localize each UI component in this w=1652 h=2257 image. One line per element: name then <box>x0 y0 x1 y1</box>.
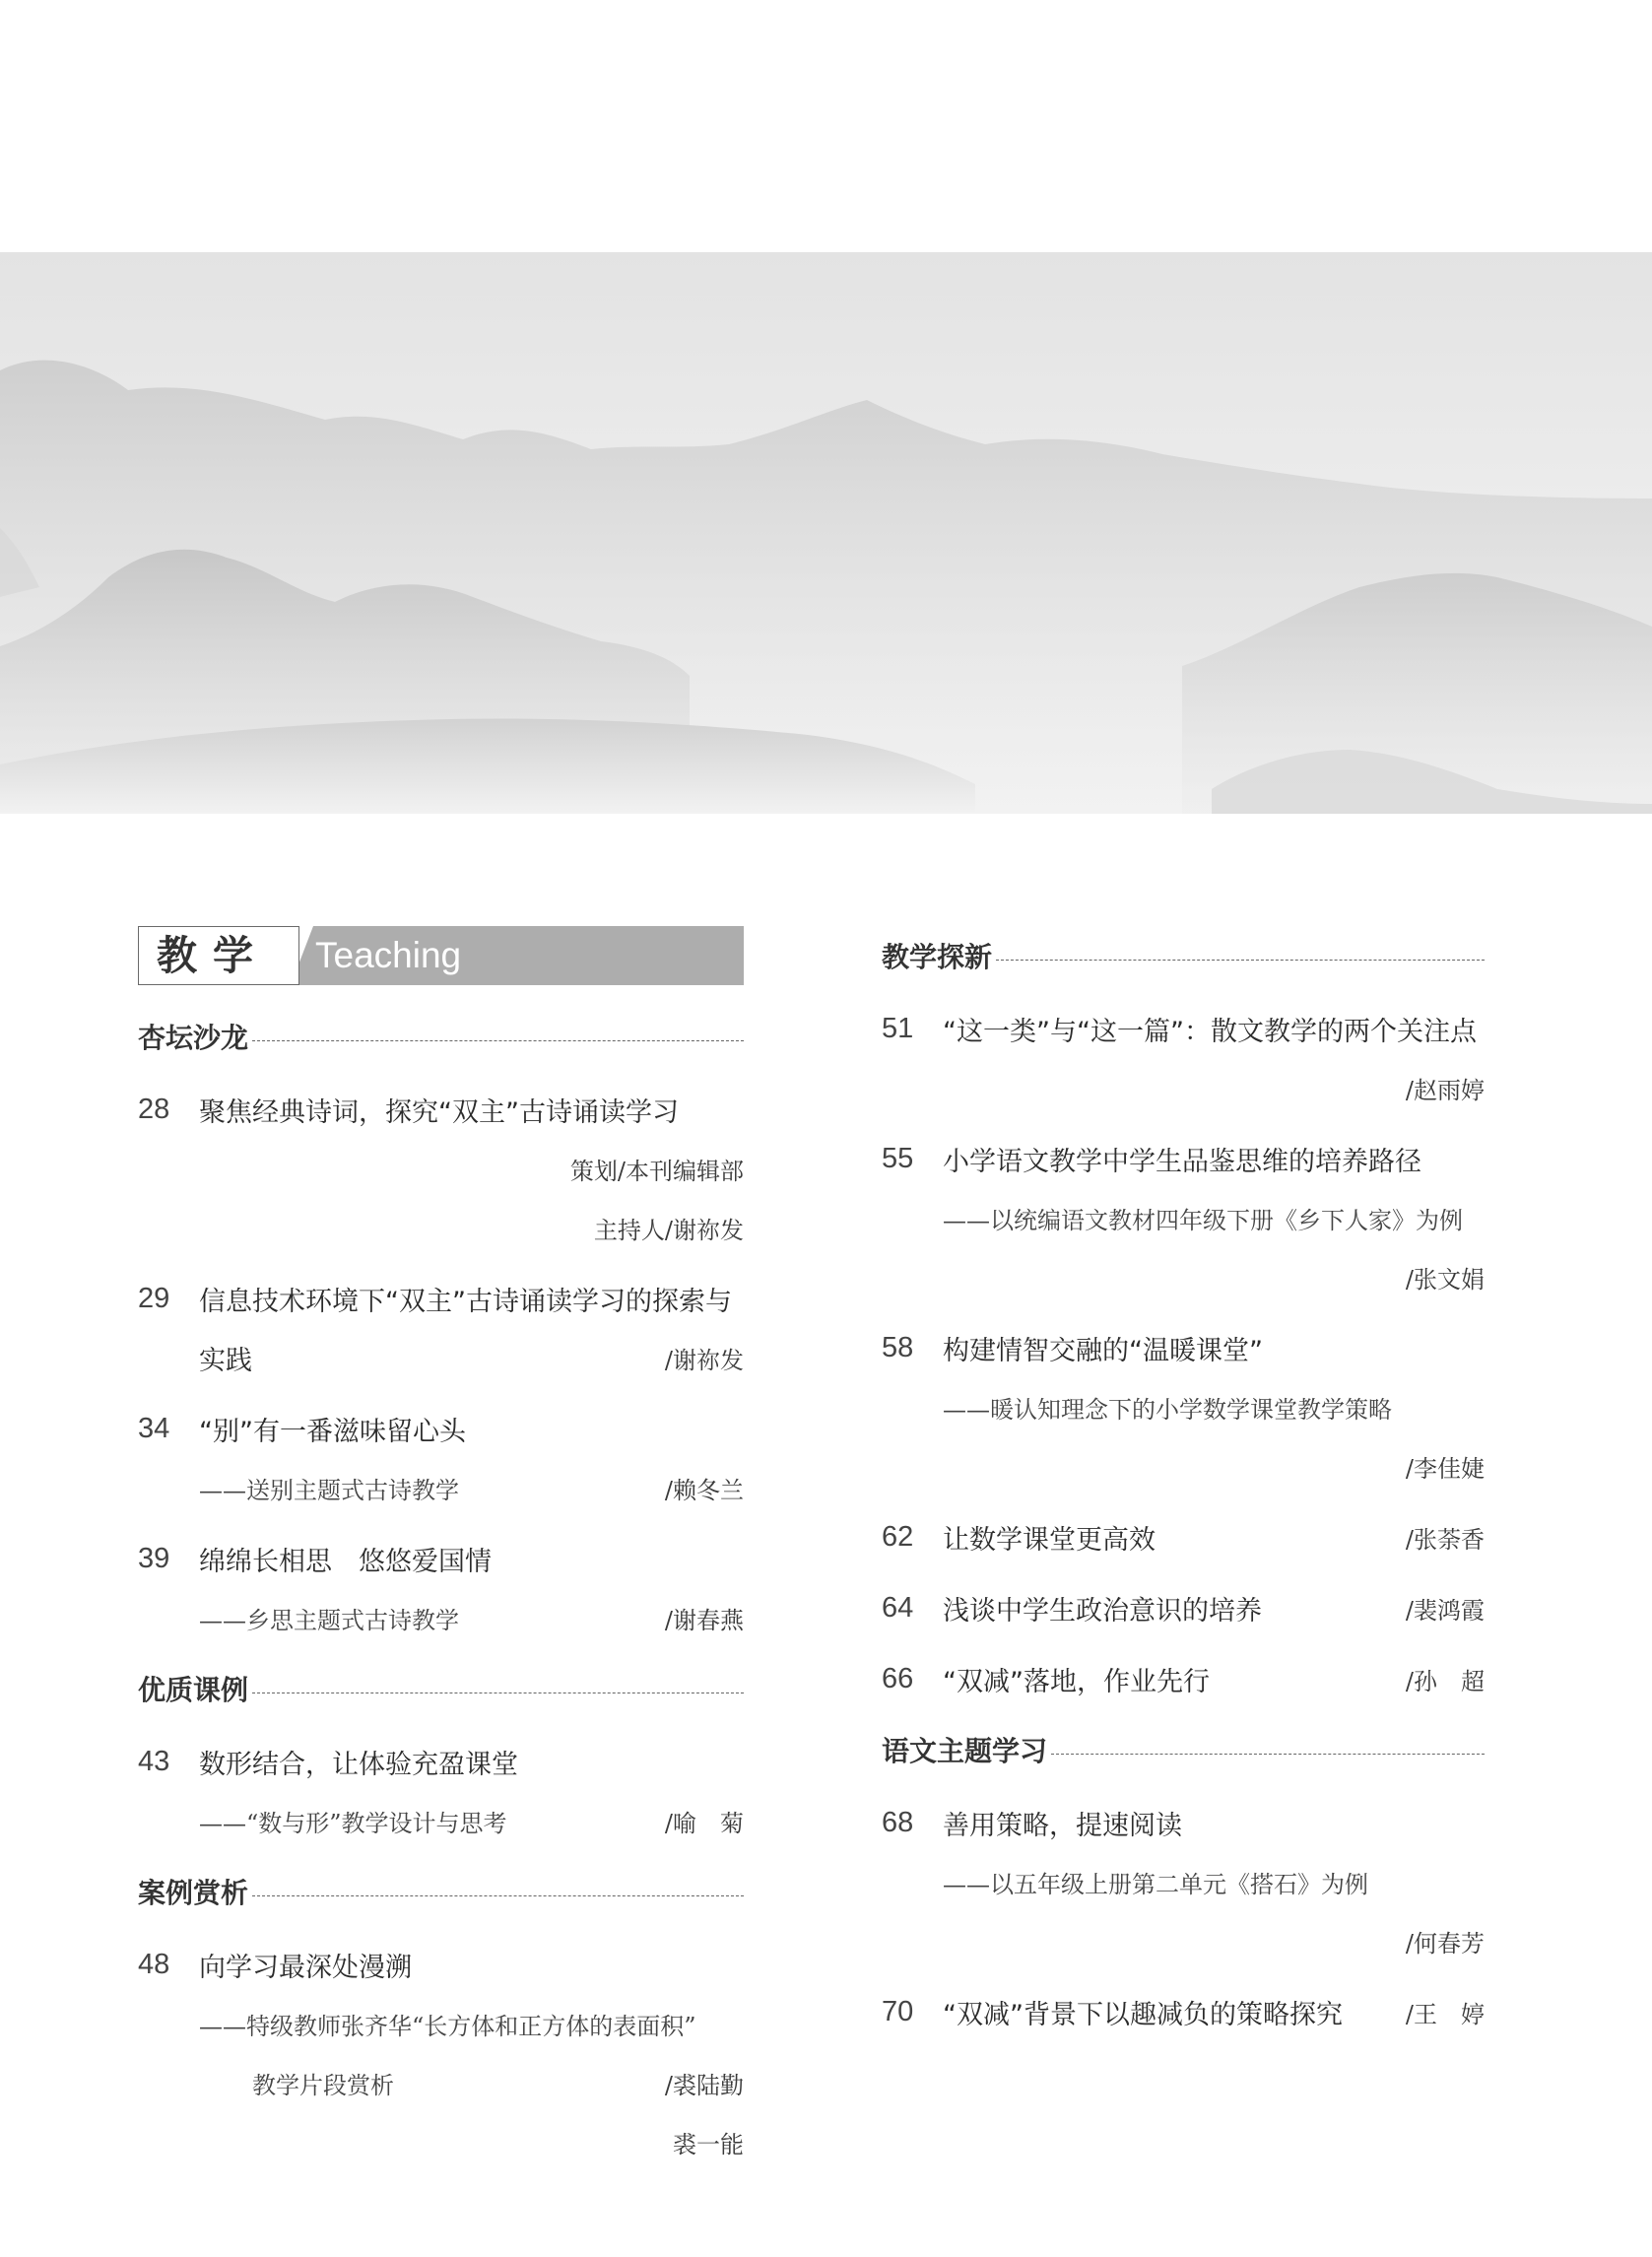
page-number: 48 <box>138 1948 170 1980</box>
article-subtitle: ——特级教师张齐华“长方体和正方体的表面积” <box>199 2012 696 2040</box>
page-number: 64 <box>882 1591 914 1624</box>
toc-entry[interactable] <box>882 1129 1485 1306</box>
article-author: 裘一能 <box>673 2130 744 2158</box>
toc-entry[interactable] <box>138 1935 744 2171</box>
section-dashed-rule <box>996 960 1485 961</box>
article-title[interactable]: 浅谈中学生政治意识的培养 <box>943 1595 1262 1626</box>
article-subtitle-continued: 教学片段赏析 <box>252 2071 394 2099</box>
section-title: 杏坛沙龙 <box>138 1022 249 1054</box>
article-title[interactable]: “双减”背景下以趣减负的策略探究 <box>943 1999 1343 2030</box>
article-title[interactable]: 聚焦经典诗词，探究“双主”古诗诵读学习 <box>199 1096 679 1128</box>
article-author: /裘陆勤 <box>664 2071 744 2099</box>
page-number: 58 <box>882 1331 914 1363</box>
left-column <box>138 926 744 2183</box>
page-number: 34 <box>138 1412 170 1444</box>
page-number: 55 <box>882 1142 914 1174</box>
article-title[interactable]: 让数学课堂更高效 <box>943 1524 1156 1556</box>
teaching-header <box>138 926 744 987</box>
section-heading <box>882 926 1485 985</box>
page-number: 70 <box>882 1995 914 2027</box>
article-author: /裴鸿霞 <box>1405 1596 1485 1625</box>
teaching-header-en: Teaching <box>315 935 462 975</box>
toc-entry[interactable] <box>138 1269 744 1387</box>
toc-entry[interactable] <box>882 1982 1485 2041</box>
section-title: 案例赏析 <box>138 1877 249 1909</box>
section-dashed-rule <box>252 1040 744 1041</box>
toc-entry[interactable] <box>882 1318 1485 1495</box>
toc-entry[interactable] <box>882 999 1485 1117</box>
page-number: 62 <box>882 1520 914 1553</box>
article-title-continued[interactable]: 实践 <box>199 1345 252 1376</box>
article-author: /李佳婕 <box>1405 1454 1485 1483</box>
section-dashed-rule <box>252 1895 744 1896</box>
article-author: /喻 菊 <box>664 1809 744 1837</box>
mountain-landscape-image <box>0 252 1652 814</box>
article-author: /谢春燕 <box>664 1606 744 1634</box>
article-author: /何春芳 <box>1405 1929 1485 1958</box>
article-title[interactable]: 数形结合，让体验充盈课堂 <box>199 1749 518 1780</box>
right-column <box>882 926 1485 2053</box>
article-title[interactable]: 善用策略，提速阅读 <box>943 1810 1182 1841</box>
article-title[interactable]: “双减”落地，作业先行 <box>943 1666 1210 1697</box>
article-subtitle: ——送别主题式古诗教学 <box>199 1476 459 1504</box>
article-author: 主持人/谢祢发 <box>593 1216 744 1244</box>
page-number: 43 <box>138 1745 170 1777</box>
article-author: /王 婷 <box>1405 2000 1485 2028</box>
article-author: /赖冬兰 <box>664 1476 744 1504</box>
article-title[interactable]: “这一类”与“这一篇”：散文教学的两个关注点 <box>943 1016 1477 1047</box>
article-author: /张荼香 <box>1405 1525 1485 1554</box>
article-author: 策划/本刊编辑部 <box>569 1157 744 1185</box>
article-title[interactable]: 绵绵长相思 悠悠爱国情 <box>199 1546 492 1577</box>
article-title[interactable]: “别”有一番滋味留心头 <box>199 1416 466 1447</box>
article-title[interactable]: 信息技术环境下“双主”古诗诵读学习的探索与 <box>199 1286 732 1317</box>
article-author: /孙 超 <box>1405 1667 1485 1695</box>
section-dashed-rule <box>1051 1754 1485 1755</box>
article-author: /赵雨婷 <box>1405 1076 1485 1104</box>
section-title: 语文主题学习 <box>882 1735 1048 1767</box>
article-subtitle: ——“数与形”教学设计与思考 <box>199 1809 507 1837</box>
section-heading <box>138 1007 744 1066</box>
toc-entry[interactable] <box>882 1793 1485 1970</box>
section-heading <box>138 1862 744 1921</box>
page-number: 29 <box>138 1282 170 1314</box>
section-heading <box>882 1720 1485 1779</box>
section-title: 教学探新 <box>882 941 993 973</box>
toc-entry[interactable] <box>138 1399 744 1517</box>
article-author: /谢祢发 <box>664 1346 744 1374</box>
article-title[interactable]: 小学语文教学中学生品鉴思维的培养路径 <box>943 1146 1421 1177</box>
page-number: 28 <box>138 1093 170 1125</box>
page-number: 68 <box>882 1806 914 1838</box>
article-subtitle: ——以统编语文教材四年级下册《乡下人家》为例 <box>943 1206 1463 1234</box>
toc-entry[interactable] <box>138 1529 744 1647</box>
page-number: 39 <box>138 1542 170 1574</box>
toc-entry[interactable] <box>882 1507 1485 1566</box>
toc-entry[interactable] <box>882 1578 1485 1637</box>
mountain-banner <box>0 252 1652 814</box>
toc-entry[interactable] <box>138 1080 744 1257</box>
article-subtitle: ——暖认知理念下的小学数学课堂教学策略 <box>943 1395 1392 1424</box>
teaching-header-zh: 教学 <box>138 926 299 985</box>
toc-entry[interactable] <box>138 1732 744 1850</box>
article-subtitle: ——乡思主题式古诗教学 <box>199 1606 459 1634</box>
section-title: 优质课例 <box>138 1674 249 1706</box>
article-title[interactable]: 构建情智交融的“温暖课堂” <box>943 1335 1263 1366</box>
article-title[interactable]: 向学习最深处漫溯 <box>199 1952 412 1983</box>
page-number: 66 <box>882 1662 914 1694</box>
article-subtitle: ——以五年级上册第二单元《搭石》为例 <box>943 1870 1368 1898</box>
section-heading <box>138 1659 744 1718</box>
toc-entry[interactable] <box>882 1649 1485 1708</box>
article-author: /张文娟 <box>1405 1265 1485 1294</box>
page-number: 51 <box>882 1012 914 1044</box>
